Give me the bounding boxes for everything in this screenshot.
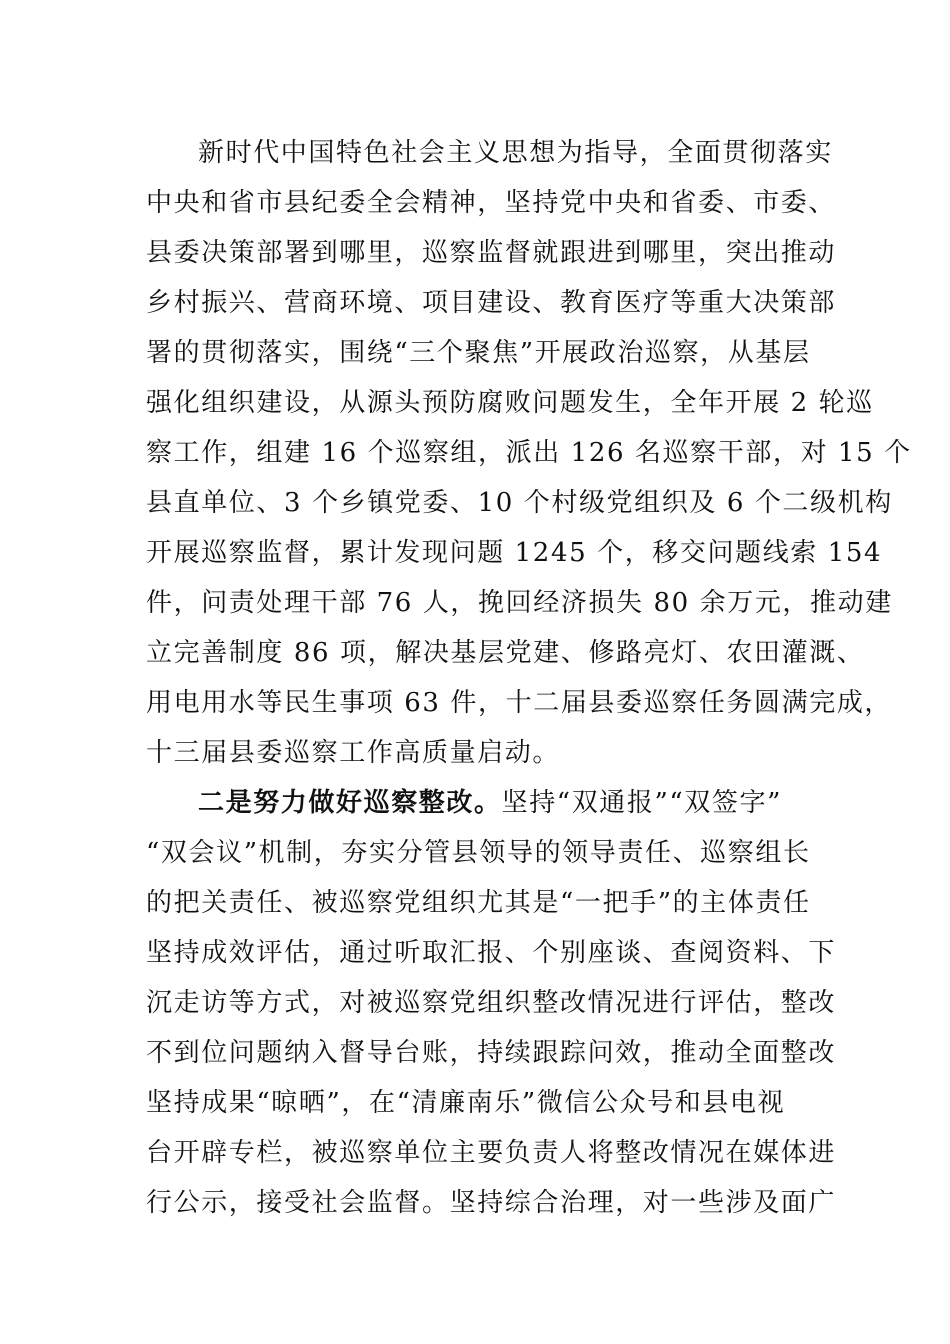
text-line: 件，问责处理干部 76 人，挽回经济损失 80 余万元，推动建 <box>146 588 893 618</box>
section-heading: 二是努力做好巡察整改。 <box>198 788 502 818</box>
text-line: 不到位问题纳入督导台账，持续跟踪问效，推动全面整改 <box>146 1038 837 1068</box>
text-line: 坚持成效评估，通过听取汇报、个别座谈、查阅资料、下 <box>146 938 837 968</box>
text-line: 十三届县委巡察工作高质量启动。 <box>146 738 561 768</box>
text-line: 署的贯彻落实，围绕“三个聚焦”开展政治巡察，从基层 <box>146 338 811 368</box>
text-line: 新时代中国特色社会主义思想为指导，全面贯彻落实 <box>198 138 833 168</box>
paragraph-rectification <box>146 778 837 1228</box>
text-line: 坚持成果“晾晒”，在“清廉南乐”微信公众号和县电视 <box>146 1088 786 1118</box>
text-line: 察工作，组建 16 个巡察组，派出 126 名巡察干部，对 15 个 <box>146 438 912 468</box>
body-text <box>146 128 912 1228</box>
text-line: 开展巡察监督，累计发现问题 1245 个，移交问题线索 154 <box>146 538 883 568</box>
text-line: 沉走访等方式，对被巡察党组织整改情况进行评估，整改 <box>146 988 837 1018</box>
text-line: 的把关责任、被巡察党组织尤其是“一把手”的主体责任 <box>146 888 811 918</box>
text-line: 立完善制度 86 项，解决基层党建、修路亮灯、农田灌溉、 <box>146 638 865 668</box>
text-line: 台开辟专栏，被巡察单位主要负责人将整改情况在媒体进 <box>146 1138 837 1168</box>
text-line: “双会议”机制，夯实分管县领导的领导责任、巡察组长 <box>146 838 811 868</box>
text-line: 乡村振兴、营商环境、项目建设、教育医疗等重大决策部 <box>146 288 837 318</box>
text-run: 坚持“双通报”“双签字” <box>501 788 782 818</box>
text-line: 县直单位、3 个乡镇党委、10 个村级党组织及 6 个二级机构 <box>146 488 893 518</box>
text-line: 行公示，接受社会监督。坚持综合治理，对一些涉及面广 <box>146 1188 837 1218</box>
text-line: 县委决策部署到哪里，巡察监督就跟进到哪里，突出推动 <box>146 238 837 268</box>
text-line: 中央和省市县纪委全会精神，坚持党中央和省委、市委、 <box>146 188 837 218</box>
text-line <box>146 778 826 828</box>
text-line: 强化组织建设，从源头预防腐败问题发生，全年开展 2 轮巡 <box>146 388 874 418</box>
paragraph-inspection-summary <box>146 128 912 778</box>
text-line: 用电用水等民生事项 63 件，十二届县委巡察任务圆满完成， <box>146 688 893 718</box>
